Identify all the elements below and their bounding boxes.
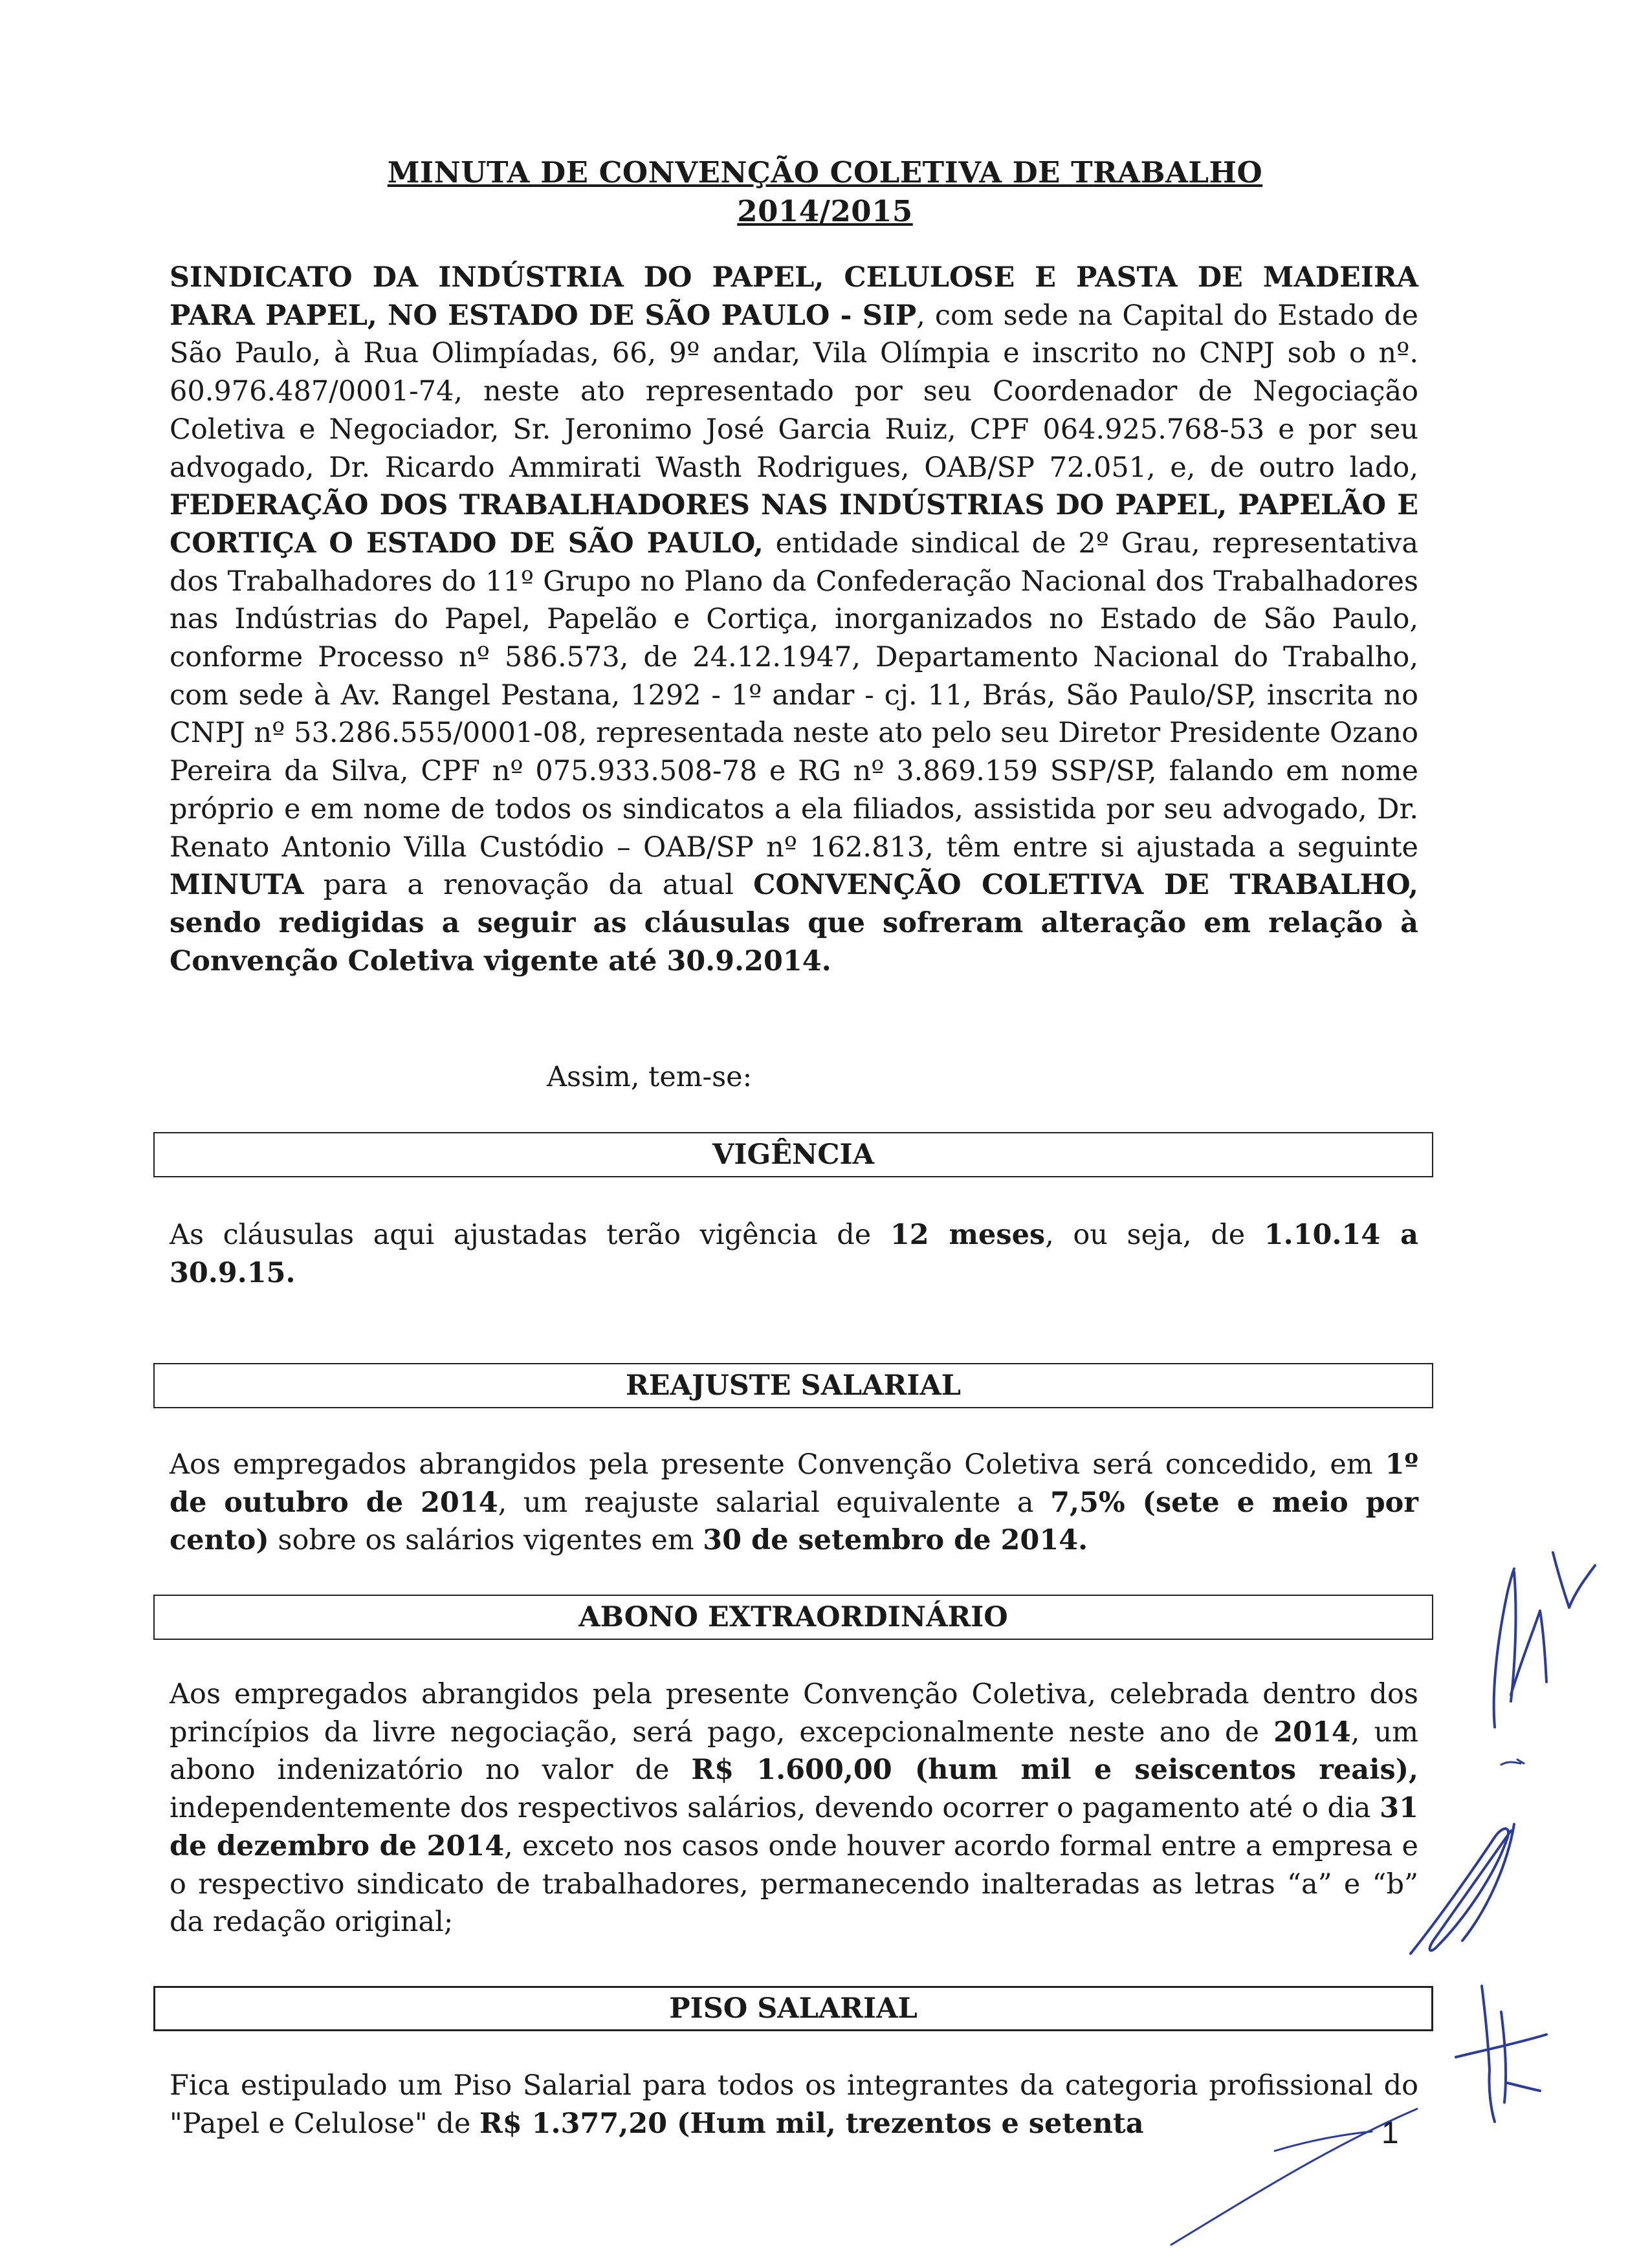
intro-bold-federacao: FEDERAÇÃO DOS TRABALHADORES NAS INDÚSTRIAS DO PAPEL, PAPELÃO E CORTIÇA O ESTADO DE SÃO PAULO, xyxy=(170,489,1418,560)
reajuste-bold-1: 1º de outubro de 2014 xyxy=(170,1448,1418,1519)
section-heading-vigencia: VIGÊNCIA xyxy=(153,1132,1433,1177)
reajuste-text-2: , um reajuste salarial equivalente a xyxy=(498,1486,1051,1519)
vigencia-text-1: As cláusulas aqui ajustadas terão vigência de xyxy=(170,1219,890,1251)
handwritten-flourish xyxy=(1158,2102,1430,2251)
page-number: 1 xyxy=(1381,2116,1399,2150)
abono-text-3: independentemente dos respectivos salários, devendo ocorrer o pagamento até o dia xyxy=(170,1792,1380,1825)
piso-bold-1: R$ 1.377,20 (Hum mil, trezentos e setenta xyxy=(479,2107,1144,2140)
intro-paragraph xyxy=(170,259,1418,980)
intro-bold-minuta: MINUTA xyxy=(170,869,304,902)
vigencia-bold-2: 1.10.14 a 30.9.15. xyxy=(170,1219,1418,1289)
reajuste-text-1: Aos empregados abrangidos pela presente Convenção Coletiva será concedido, em xyxy=(170,1448,1385,1481)
intro-text-2: entidade sindical de 2º Grau, representativa dos Trabalhadores do 11º Grupo no Plano da Confederação Nacional dos Trabalhadores nas Indústrias do Papel, Papelão e Cortiça, inorganizados no Estado de São Paulo, conforme Processo nº 586.573, de 24.12.1947, Departamento Nacional do Trabalho, com sede à Av. Rangel Pestana, 1292 - 1º andar - cj. 11, Brás, São Paulo/SP, inscrita no CNPJ nº 53.286.555/0001-08, representada neste ato pelo seu Diretor Presidente Ozano Pereira da Silva, CPF nº 075.933.508-78 e RG nº 3.869.159 SSP/SP, falando em nome próprio e em nome de todos os sindicatos a ela filiados, assistida por seu advogado, Dr. Renato Antonio Villa Custódio – OAB/SP nº 162.813, têm entre si ajustada a seguinte xyxy=(170,527,1418,864)
abono-paragraph xyxy=(170,1675,1418,1941)
reajuste-text-3: sobre os salários vigentes em xyxy=(269,1524,703,1557)
section-heading-abono: ABONO EXTRAORDINÁRIO xyxy=(153,1595,1433,1640)
vigencia-paragraph xyxy=(170,1216,1418,1292)
vigencia-bold-1: 12 meses xyxy=(890,1219,1046,1251)
abono-bold-3: 31 de dezembro de 2014 xyxy=(170,1792,1418,1862)
section-heading-reajuste: REAJUSTE SALARIAL xyxy=(153,1363,1433,1408)
abono-text-1: Aos empregados abrangidos pela presente Convenção Coletiva, celebrada dentro dos princípios da livre negociação, será pago, excepcionalmente neste ano de xyxy=(170,1678,1418,1749)
abono-bold-2: R$ 1.600,00 (hum mil e seiscentos reais), xyxy=(691,1754,1418,1787)
reajuste-bold-3: 30 de setembro de 2014. xyxy=(703,1524,1088,1557)
reajuste-bold-2: 7,5% (sete e meio por cento) xyxy=(170,1486,1418,1557)
abono-bold-1: 2014 xyxy=(1273,1716,1351,1749)
intro-bold-sip: SINDICATO DA INDÚSTRIA DO PAPEL, CELULOSE E PASTA DE MADEIRA PARA PAPEL, NO ESTADO DE SÃO PAULO - SIP xyxy=(170,261,1418,332)
handwritten-initials-1 xyxy=(1456,1533,1598,1740)
reajuste-paragraph xyxy=(170,1446,1418,1560)
handwritten-initials-3 xyxy=(1443,1973,1572,2128)
vigencia-text-2: , ou seja, de xyxy=(1045,1219,1264,1251)
intro-text-1: , com sede na Capital do Estado de São Paulo, à Rua Olimpíadas, 66, 9º andar, Vila Olímpia e inscrito no CNPJ sob o nº. 60.976.487/0001-74, neste ato representado por seu Coordenador de Negociação Coletiva e Negociador, Sr. Jeronimo José Garcia Ruiz, CPF 064.925.768-53 e por seu advogado, Dr. Ricardo Ammirati Wasth Rodrigues, OAB/SP 72.051, e, de outro lado, xyxy=(170,299,1418,484)
abono-text-4: , exceto nos casos onde houver acordo formal entre a empresa e o respectivo sindicato de trabalhadores, permanecendo inalteradas as letras “a” e “b” da redação original; xyxy=(170,1829,1418,1939)
intro-text-3: para a renovação da atual xyxy=(303,869,754,902)
piso-text-1: Fica estipulado um Piso Salarial para todos os integrantes da categoria profissional do "Papel e Celulose" de xyxy=(170,2069,1418,2140)
document-title: MINUTA DE CONVENÇÃO COLETIVA DE TRABALHO xyxy=(387,155,1263,190)
handwritten-mark-small xyxy=(1498,1753,1530,1772)
section-heading-piso: PISO SALARIAL xyxy=(153,1986,1433,2031)
document-period: 2014/2015 xyxy=(737,194,913,228)
lead-text: Assim, tem-se: xyxy=(547,1061,753,1093)
abono-text-2: , um abono indenizatório no valor de xyxy=(170,1716,1418,1787)
handwritten-initials-2 xyxy=(1398,1811,1527,1967)
intro-bold-convencao: CONVENÇÃO COLETIVA DE TRABALHO, sendo redigidas a seguir as cláusulas que sofreram alteração em relação à Convenção Coletiva vigente até 30.9.2014. xyxy=(170,869,1418,977)
